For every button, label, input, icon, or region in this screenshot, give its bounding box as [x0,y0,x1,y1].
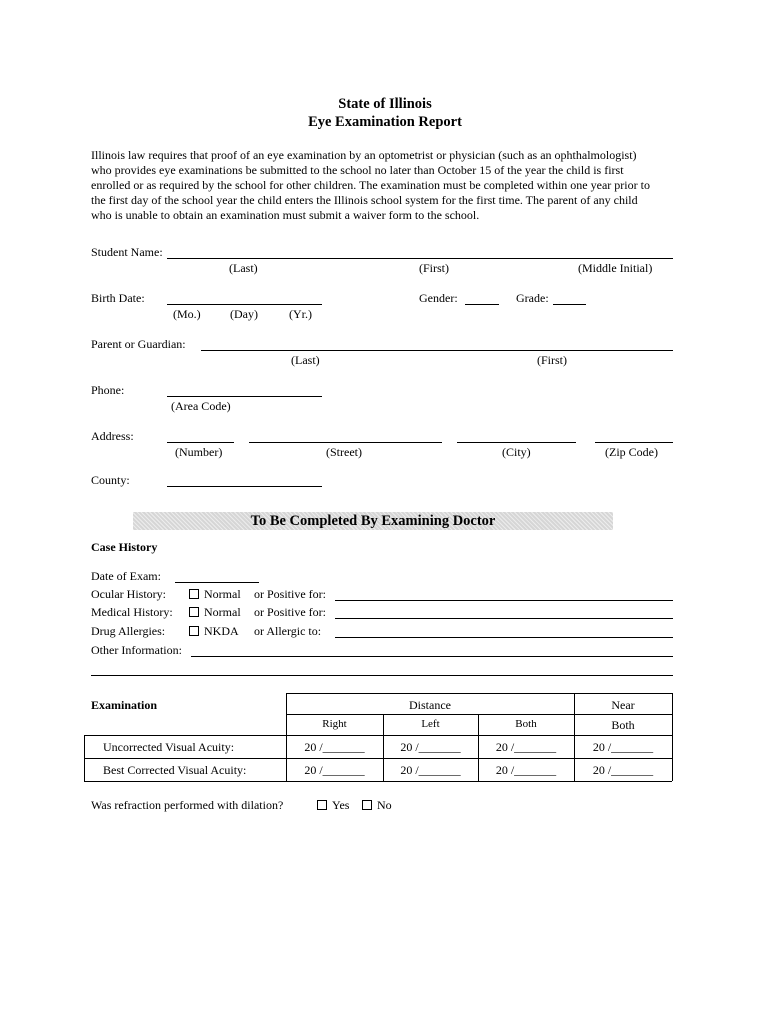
other-information-label: Other Information: [91,643,182,657]
day-caption: (Day) [230,307,258,321]
dilation-question: Was refraction performed with dilation? [91,798,284,812]
ocular-history-label: Ocular History: [91,587,166,601]
ocular-normal-label: Normal [204,587,241,601]
intro-line: Illinois law requires that proof of an eye examination by an optometrist or physician (such as an ophthalmologist) [91,148,637,162]
table-border [84,758,672,759]
grade-label: Grade: [516,291,549,305]
table-border-top [286,693,672,694]
grade-field[interactable] [553,304,586,305]
other-information-field-2[interactable] [91,675,673,676]
phone-label: Phone: [91,383,125,397]
form-title: Eye Examination Report [308,114,462,130]
ocular-positive-label: or Positive for: [254,587,326,601]
number-caption: (Number) [175,445,223,459]
birth-date-field[interactable] [167,304,322,305]
uncorrected-both-field[interactable]: 20 /_______ [495,740,557,754]
middle-initial-caption: (Middle Initial) [578,261,653,275]
county-label: County: [91,473,130,487]
allergic-to-field[interactable] [335,637,673,638]
corrected-near-field[interactable]: 20 /_______ [592,763,654,777]
table-border [84,735,85,781]
parent-guardian-field[interactable] [201,350,673,351]
other-information-field[interactable] [191,656,673,657]
address-city-field[interactable] [457,442,576,443]
parent-last-caption: (Last) [291,353,320,367]
left-eye-header: Left [421,718,440,730]
parent-guardian-label: Parent or Guardian: [91,337,186,351]
street-caption: (Street) [326,445,362,459]
both-eyes-header: Both [515,718,537,730]
uncorrected-right-field[interactable]: 20 /_______ [304,740,365,754]
intro-line: who is unable to obtain an examination must submit a waiver form to the school. [91,208,480,222]
address-street-field[interactable] [249,442,442,443]
uncorrected-near-field[interactable]: 20 /_______ [592,740,654,754]
table-border [286,714,672,715]
intro-line: enrolled or as required by the school for other children. The examination must be completed within one year prior to [91,178,650,192]
intro-line: who provides eye examinations be submitted to the school no later than October 15 of the year the child is first [91,163,624,177]
student-name-field[interactable] [167,258,673,259]
date-of-exam-label: Date of Exam: [91,569,161,583]
gender-label: Gender: [419,291,458,305]
medical-history-label: Medical History: [91,605,173,619]
gender-field[interactable] [465,304,499,305]
table-border-bottom [84,781,672,782]
county-field[interactable] [167,486,322,487]
near-both-header: Both [611,718,635,732]
doctor-section-banner: To Be Completed By Examining Doctor [133,512,613,530]
parent-first-caption: (First) [537,353,567,367]
area-code-caption: (Area Code) [171,399,231,413]
dilation-yes-checkbox[interactable] [317,800,327,810]
last-name-caption: (Last) [229,261,258,275]
city-caption: (City) [502,445,531,459]
distance-header: Distance [409,698,451,712]
table-border [84,735,672,736]
zip-code-caption: (Zip Code) [605,445,658,459]
uncorrected-left-field[interactable]: 20 /_______ [400,740,461,754]
corrected-right-field[interactable]: 20 /_______ [304,763,365,777]
medical-normal-label: Normal [204,605,241,619]
drug-allergies-label: Drug Allergies: [91,624,166,638]
case-history-heading: Case History [91,540,158,554]
form-state-title: State of Illinois [338,96,432,112]
ocular-normal-checkbox[interactable] [189,589,199,599]
birth-date-label: Birth Date: [91,291,145,305]
nkda-checkbox[interactable] [189,626,199,636]
allergic-to-label: or Allergic to: [254,624,322,638]
month-caption: (Mo.) [173,307,201,321]
address-label: Address: [91,429,134,443]
address-zip-field[interactable] [595,442,673,443]
intro-line: the first day of the school year the child enters the Illinois school system for the first time. The parent of any child [91,193,638,207]
dilation-yes-label: Yes [332,798,350,812]
corrected-left-field[interactable]: 20 /_______ [400,763,461,777]
table-border [672,693,673,781]
medical-positive-label: or Positive for: [254,605,326,619]
corrected-both-field[interactable]: 20 /_______ [495,763,557,777]
intro-paragraph [91,148,691,223]
near-header: Near [611,698,635,712]
student-name-label: Student Name: [91,245,163,259]
year-caption: (Yr.) [289,307,312,321]
address-number-field[interactable] [167,442,234,443]
first-name-caption: (First) [419,261,449,275]
dilation-no-checkbox[interactable] [362,800,372,810]
right-eye-header: Right [322,718,347,730]
nkda-label: NKDA [204,624,239,638]
dilation-no-label: No [377,798,392,812]
medical-positive-field[interactable] [335,618,673,619]
uncorrected-acuity-label: Uncorrected Visual Acuity: [103,740,235,754]
medical-normal-checkbox[interactable] [189,607,199,617]
phone-field[interactable] [167,396,322,397]
best-corrected-acuity-label: Best Corrected Visual Acuity: [103,763,247,777]
ocular-positive-field[interactable] [335,600,673,601]
date-of-exam-field[interactable] [175,582,259,583]
examination-heading: Examination [91,698,158,712]
